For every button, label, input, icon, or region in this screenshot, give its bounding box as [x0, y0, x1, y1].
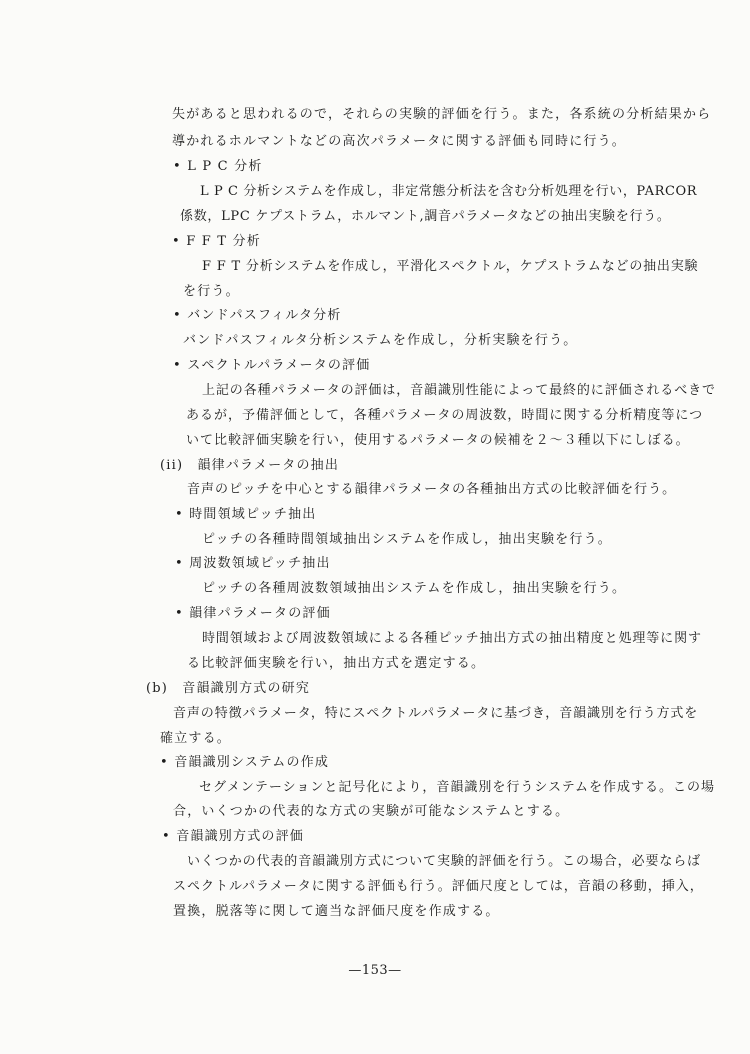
text-line: セグメンテーションと記号化により，音韻識別を行うシステムを作成する。この場 — [199, 780, 716, 795]
page-number: —153— — [348, 963, 402, 978]
text-line: 確立する。 — [160, 731, 232, 746]
bullet-heading: • 周波数領域ピッチ抽出 — [175, 556, 331, 571]
text-line: 置換，脱落等に関して適当な評価尺度を作成する。 — [173, 904, 500, 919]
text-line: 係数，LPC ケプストラム，ホルマント,調音パラメータなどの抽出実験を行う。 — [180, 209, 671, 224]
bullet-heading: • スペクトルパラメータの評価 — [173, 358, 371, 373]
text-line: F F T 分析システムを作成し，平滑化スペクトル，ケプストラムなどの抽出実験 — [202, 259, 699, 274]
text-line: スペクトルパラメータに関する評価も行う。評価尺度としては，音韻の移動，挿入， — [173, 879, 704, 894]
bullet-heading: • 音韻識別システムの作成 — [160, 755, 330, 770]
bullet-heading: • F F T 分析 — [172, 234, 261, 249]
section-heading: (b) 音韻識別方式の研究 — [146, 681, 311, 696]
text-line: 時間領域および周波数領域による各種ピッチ抽出方式の抽出精度と処理等に関す — [202, 631, 702, 646]
bullet-heading: • バンドパスフィルタ分析 — [173, 308, 342, 323]
text-line: 音声のピッチを中心とする韻律パラメータの各種抽出方式の比較評価を行う。 — [187, 482, 677, 497]
text-line: 音声の特徴パラメータ，特にスペクトルパラメータに基づき，音韻識別を行う方式を — [173, 706, 699, 721]
text-line: いくつかの代表的音韻識別方式について実験的評価を行う。この場合，必要ならば — [187, 854, 702, 869]
bullet-heading: • 韻律パラメータの評価 — [175, 606, 331, 621]
text-line: いて比較評価実験を行い，使用するパラメータの候補を２～３種以下にしぼる。 — [186, 433, 690, 448]
text-line: ピッチの各種周波数領域抽出システムを作成し，抽出実験を行う。 — [202, 581, 627, 596]
text-line: バンドパスフィルタ分析システムを作成し，分析実験を行う。 — [183, 333, 578, 348]
text-line: る比較評価実験を行い，抽出方式を選定する。 — [187, 656, 486, 671]
text-line: あるが，予備評価として，各種パラメータの周波数，時間に関する分析精度等につ — [186, 408, 704, 423]
text-line: ピッチの各種時間領域抽出システムを作成し，抽出実験を行う。 — [202, 532, 612, 547]
section-heading: (ii) 韻律パラメータの抽出 — [160, 458, 340, 473]
bullet-heading: • 音韻識別方式の評価 — [162, 829, 305, 844]
text-line: を行う。 — [183, 284, 240, 299]
text-line: 上記の各種パラメータの評価は，音韻識別性能によって最終的に評価されるべきで — [202, 383, 716, 398]
text-line: 合，いくつかの代表的な方式の実験が可能なシステムとする。 — [173, 804, 570, 819]
text-line: 導かれるホルマントなどの高次パラメータに関する評価も同時に行う。 — [172, 134, 627, 149]
bullet-heading: • L P C 分析 — [173, 159, 263, 174]
text-line: 失があると思われるので，それらの実験的評価を行う。また，各系統の分析結果から — [172, 107, 712, 122]
text-line: L P C 分析システムを作成し，非定常態分析法を含む分析処理を行い，PARCOR — [200, 184, 698, 199]
bullet-heading: • 時間領域ピッチ抽出 — [175, 507, 317, 522]
